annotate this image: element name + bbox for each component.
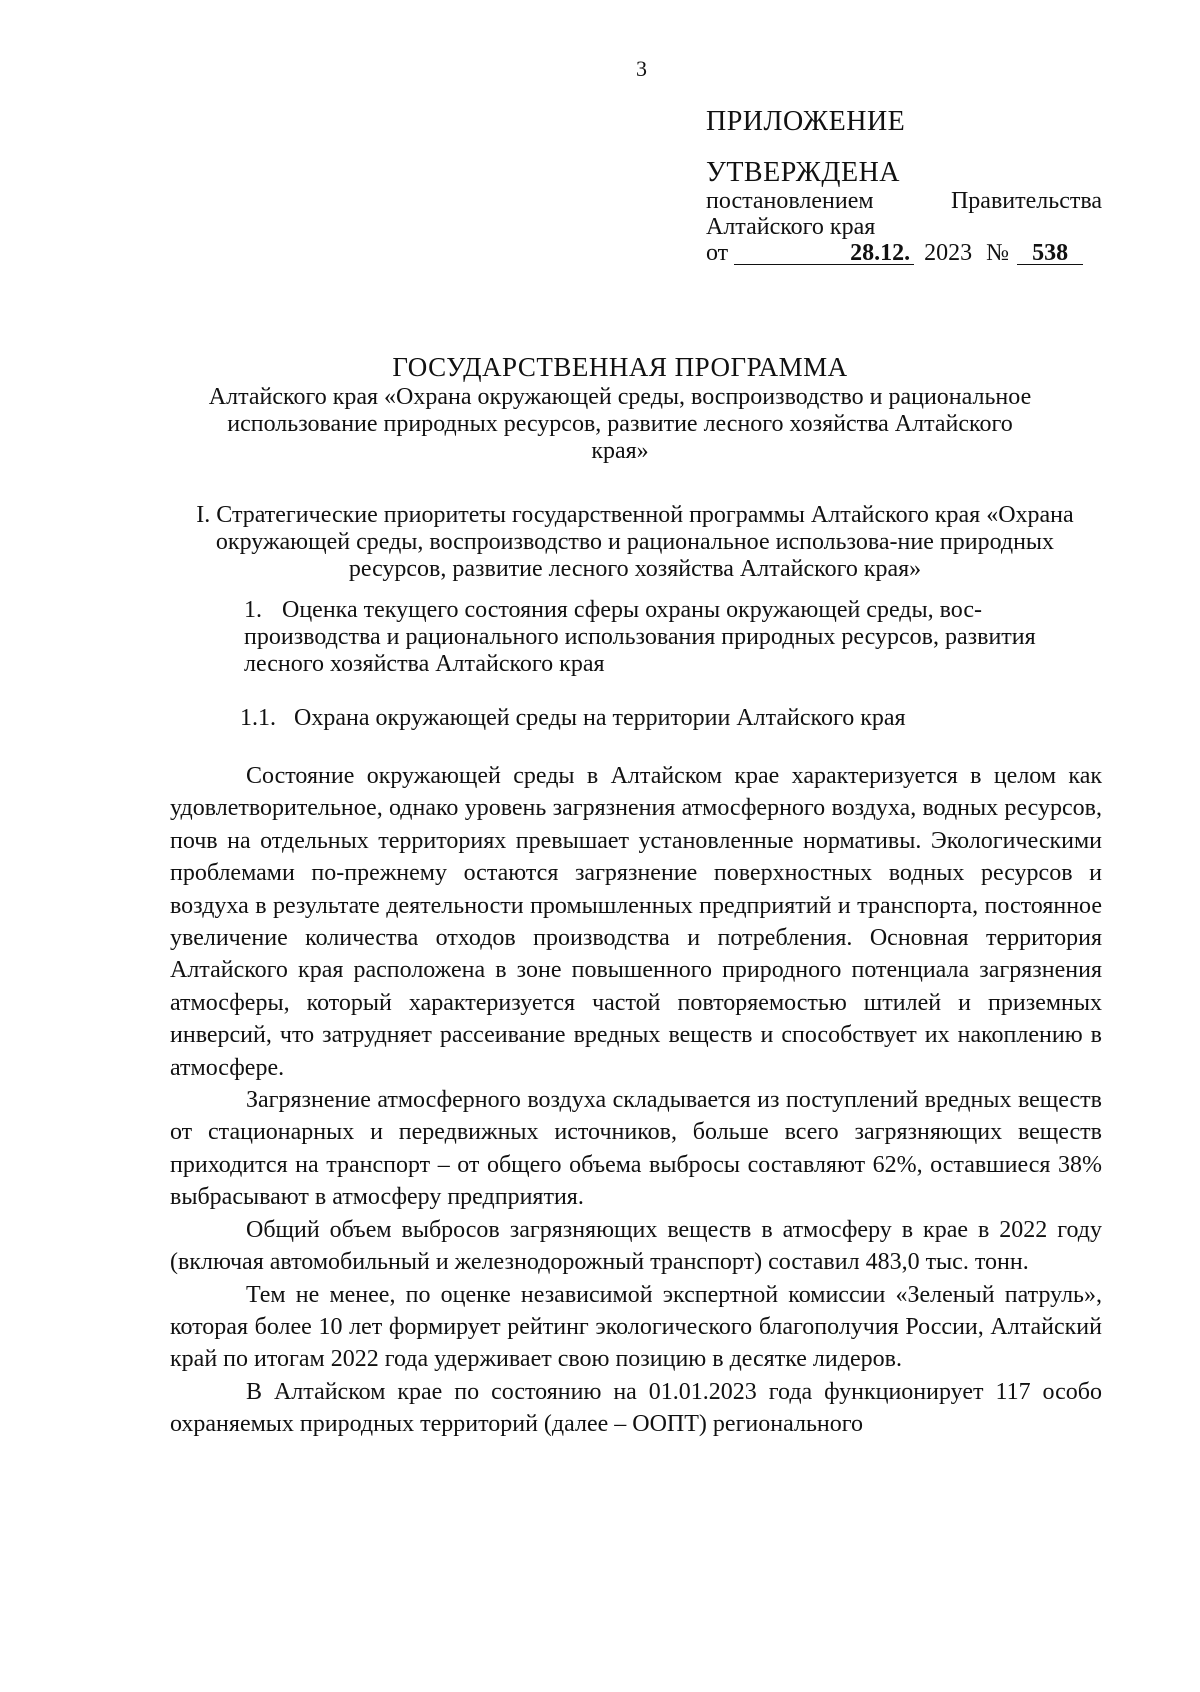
page-number: 3 — [636, 56, 647, 81]
date-prefix: от — [706, 240, 729, 266]
paragraph: В Алтайском крае по состоянию на 01.01.2023 года функционирует 117 особо охраняемых природных территорий (далее – ООПТ) регионального — [170, 1378, 1102, 1438]
subsection-1-1-title: Охрана окружающей среды на территории Алтайского края — [294, 705, 906, 731]
approval-by-word: постановлением — [706, 188, 874, 214]
paragraph: Загрязнение атмосферного воздуха складывается из поступлений вредных веществ от стационарных и передвижных источников, больше всего загрязняющих веществ приходится на транспорт – от общего объема выбросы составляют 62%, оставшиеся 38% выбрасывают в атмосферу предприятия. — [170, 1087, 1102, 1211]
paragraph: Общий объем выбросов загрязняющих веществ в атмосферу в крае в 2022 году (включая автомобильный и железнодорожный транспорт) составил 483,0 тыс. тонн. — [170, 1216, 1102, 1276]
subsection-1-heading — [244, 597, 1104, 678]
approval-government-word: Правительства — [950, 188, 1102, 214]
paragraph: Тем не менее, по оценке независимой экспертной комиссии «Зеленый патруль», которая более 10 лет формирует рейтинг экологического благополучия России, Алтайский край по итогам 2022 года удерживает свою позицию в десятке лидеров. — [170, 1281, 1102, 1373]
date-value: 28.12. — [734, 242, 914, 265]
resolution-number: 538 — [1017, 242, 1083, 265]
date-year: 2023 — [924, 240, 973, 266]
program-subtitle: Алтайского края «Охрана окружающей среды, воспроизводство и рациональное использование природных ресурсов, развитие лесного хозяйства Алтайского края» — [208, 384, 1032, 464]
section-1-title: I. Стратегические приоритеты государственной программы Алтайского края «Охрана окружающей среды, воспроизводство и рациональное использова-ние природных ресурсов, развитие лесного хозяйства Алтайского края» — [196, 502, 1074, 582]
subsection-1-title: Оценка текущего состояния сферы охраны окружающей среды, вос-производства и рационального использования природных ресурсов, развития лесного хозяйства Алтайского края — [244, 597, 1036, 677]
approval-date-line — [706, 240, 1102, 266]
subsection-1-1-number: 1.1. — [240, 705, 276, 731]
approval-block — [706, 158, 1102, 266]
subsection-1-number: 1. — [244, 597, 262, 623]
approval-stamp: УТВЕРЖДЕНА — [706, 157, 901, 188]
body-text — [170, 760, 1102, 1441]
approval-region: Алтайского края — [706, 214, 876, 240]
appendix-label: ПРИЛОЖЕНИЕ — [706, 106, 906, 137]
program-title: ГОСУДАРСТВЕННАЯ ПРОГРАММА — [392, 352, 848, 382]
approval-by-row — [706, 188, 1102, 214]
number-sign: № — [986, 240, 1010, 266]
subsection-1-1-heading — [240, 705, 1100, 732]
paragraph: Состояние окружающей среды в Алтайском крае характеризуется в целом как удовлетворительное, однако уровень загрязнения атмосферного воздуха, водных ресурсов, почв на отдельных территориях превышает установленные нормативы. Экологическими проблемами по-прежнему остаются загрязнение поверхностных водных ресурсов и воздуха в результате деятельности промышленных предприятий и транспорта, постоянное увеличение количества отходов производства и потребления. Основная территория Алтайского края расположена в зоне повышенного природного потенциала загрязнения атмосферы, который характеризуется частой повторяемостью штилей и приземных инверсий, что затрудняет рассеивание вредных веществ и способствует их накоплению в атмосфере. — [170, 763, 1102, 1081]
